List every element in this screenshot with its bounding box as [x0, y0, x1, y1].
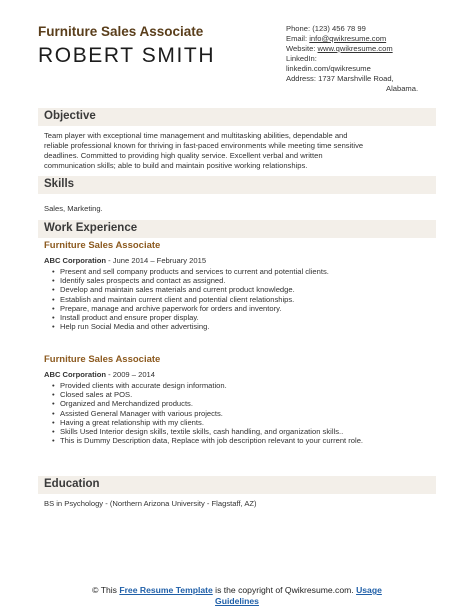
skills-section-header	[38, 176, 436, 194]
list-item: • Identify sales prospects and contact as assigned.	[52, 276, 432, 285]
website-link[interactable]: www.qwikresume.com	[317, 44, 393, 53]
experience-section-header	[38, 220, 436, 238]
email-link[interactable]: info@qwikresume.com	[309, 34, 387, 43]
objective-title: Objective	[44, 110, 96, 122]
candidate-name: ROBERT SMITH	[38, 44, 216, 67]
objective-section-header	[38, 108, 436, 126]
list-item: • Skills Used Interior design skills, textile skills, cash handling, and organization skills..	[52, 427, 432, 436]
list-item: • Develop and maintain sales materials and current product knowledge.	[52, 285, 432, 294]
job-1-title: Furniture Sales Associate	[44, 240, 161, 251]
job-1-company: ABC Corporation - June 2014 – February 2015	[44, 256, 207, 265]
objective-line: reliable professional known for thriving in fast-paced environments while meeting time sensitive	[44, 141, 364, 150]
objective-line: Team player with exceptional time management and multitasking abilities, dependable and	[44, 131, 348, 140]
contact-phone: Phone: (123) 456 78 99	[286, 24, 366, 33]
contact-address: Address: 1737 Marshville Road,	[286, 74, 394, 83]
job-2-company: ABC Corporation - 2009 – 2014	[44, 370, 155, 379]
job-title: Furniture Sales Associate	[38, 24, 204, 39]
education-text: BS in Psychology - (Northern Arizona University - Flagstaff, AZ)	[44, 499, 257, 508]
list-item: • Having a great relationship with my clients.	[52, 418, 432, 427]
job-2-bullets	[52, 381, 432, 445]
usage-link[interactable]: Usage	[356, 585, 382, 595]
job-1-bullets	[52, 267, 432, 331]
objective-line: deadlines. Committed to providing high quality service. Excellent verbal and written	[44, 151, 323, 160]
job-2-title: Furniture Sales Associate	[44, 354, 161, 365]
free-resume-template-link[interactable]: Free Resume Template	[119, 585, 213, 595]
guidelines-link[interactable]: Guidelines	[215, 596, 259, 606]
list-item: • Install product and ensure proper display.	[52, 313, 432, 322]
objective-line: communication skills; able to build and maintain positive working relationships.	[44, 161, 308, 170]
education-section-header	[38, 476, 436, 494]
list-item: • Help run Social Media and other advertising.	[52, 322, 432, 331]
contact-email: Email: info@qwikresume.com	[286, 34, 387, 43]
list-item: • This is Dummy Description data, Replace with job description relevant to your current role.	[52, 436, 432, 445]
list-item: • Closed sales at POS.	[52, 390, 432, 399]
list-item: • Provided clients with accurate design information.	[52, 381, 432, 390]
experience-title: Work Experience	[44, 222, 138, 234]
education-title: Education	[44, 478, 100, 490]
list-item: • Assisted General Manager with various projects.	[52, 409, 432, 418]
contact-block	[286, 24, 426, 94]
objective-text	[44, 131, 432, 171]
skills-title: Skills	[44, 178, 75, 190]
contact-website: Website: www.qwikresume.com	[286, 44, 393, 53]
contact-linkedin: linkedin.com/qwikresume	[286, 64, 371, 73]
list-item: • Establish and maintain current client and potential client relationships.	[52, 295, 432, 304]
list-item: • Present and sell company products and services to current and potential clients.	[52, 267, 432, 276]
contact-address-line2: Alabama.	[386, 84, 419, 93]
list-item: • Prepare, manage and archive paperwork for orders and inventory.	[52, 304, 432, 313]
copyright-footer: © This Free Resume Template is the copyright of Qwikresume.com. Usage Guidelines	[92, 585, 382, 606]
resume-header	[38, 24, 438, 104]
contact-linkedin-label: LinkedIn:	[286, 54, 317, 63]
skills-text: Sales, Marketing.	[44, 204, 103, 213]
list-item: • Organized and Merchandized products.	[52, 399, 432, 408]
